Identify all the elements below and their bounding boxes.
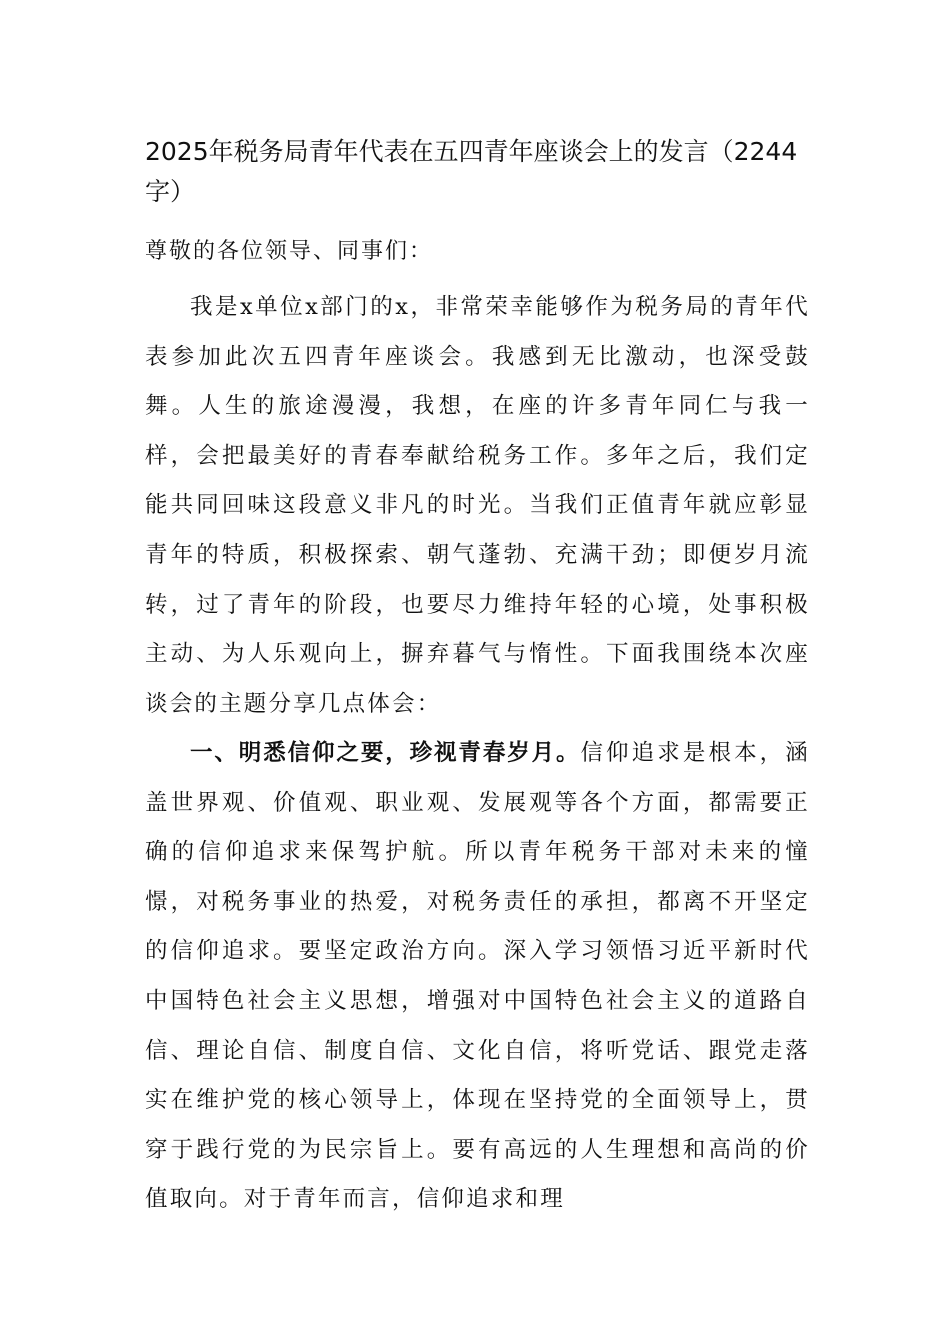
section-one-heading: 一、明悉信仰之要，珍视青春岁月。 bbox=[190, 740, 581, 766]
document-title: 2025年税务局青年代表在五四青年座谈会上的发言（2244字） bbox=[145, 137, 798, 206]
paragraph-section-one bbox=[145, 729, 810, 1225]
greeting-line: 尊敬的各位领导、同事们： bbox=[145, 239, 434, 264]
paragraph-intro-text: 我是x单位x部门的x，非常荣幸能够作为税务局的青年代表参加此次五四青年座谈会。我感到无比激动，也深受鼓舞。人生的旅途漫漫，我想，在座的许多青年同仁与我一样，会把最美好的青春奉献给税务工作。多年之后，我们定能共同回味这段意义非凡的时光。当我们正值青年就应彰显青年的特质，积极探索、朝气蓬勃、充满干劲；即便岁月流转，过了青年的阶段，也要尽力维持年轻的心境，处事积极主动、为人乐观向上，摒弃暮气与惰性。下面我围绕本次座谈会的主题分享几点体会： bbox=[145, 294, 810, 717]
section-one-text: 信仰追求是根本，涵盖世界观、价值观、职业观、发展观等各个方面，都需要正确的信仰追求来保驾护航。所以青年税务干部对未来的憧憬，对税务事业的热爱，对税务责任的承担，都离不开坚定的信仰追求。要坚定政治方向。深入学习领悟习近平新时代中国特色社会主义思想，增强对中国特色社会主义的道路自信、理论自信、制度自信、文化自信，将听党话、跟党走落实在维护党的核心领导上，体现在坚持党的全面领导上，贯穿于践行党的为民宗旨上。要有高远的人生理想和高尚的价值取向。对于青年而言，信仰追求和理 bbox=[145, 740, 810, 1213]
paragraph-intro bbox=[145, 283, 810, 729]
